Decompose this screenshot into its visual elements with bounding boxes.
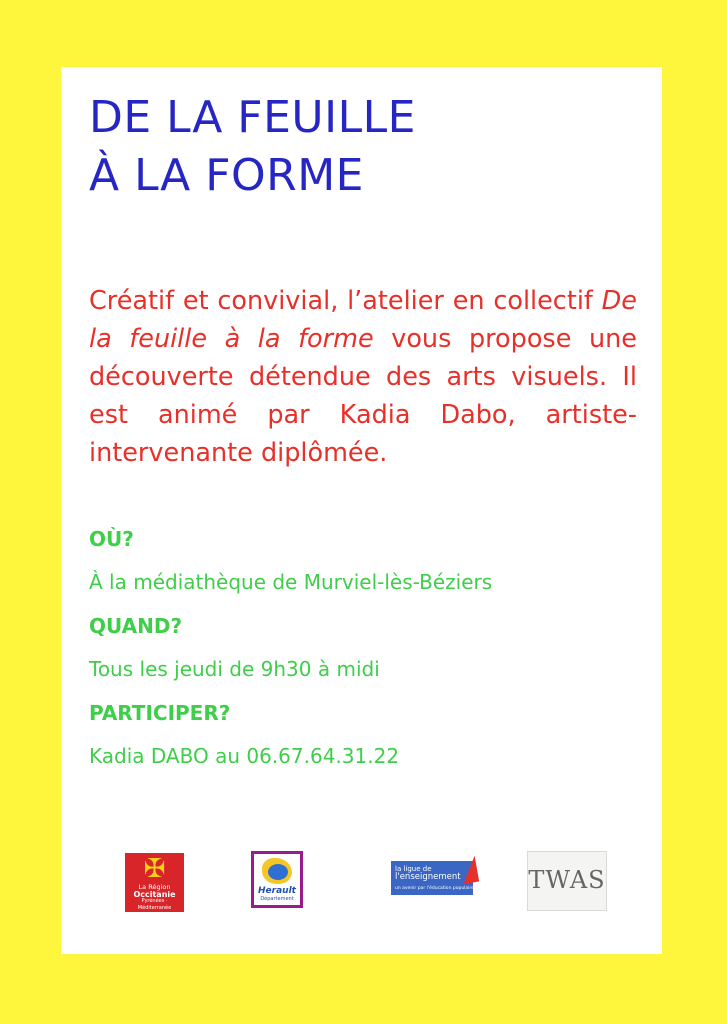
- occitan-cross-icon: ✠: [143, 854, 166, 884]
- when-label: QUAND?: [89, 614, 183, 638]
- twas-logo: TWAS: [527, 851, 607, 911]
- partner-logos: [61, 847, 662, 917]
- intro-paragraph: [89, 282, 637, 472]
- ligue-enseignement-logo: [391, 861, 473, 895]
- intro-part-1: Créatif et convivial, l’atelier en collectif: [89, 286, 602, 316]
- intro-italic-title: De la feuille à la forme: [89, 286, 637, 354]
- poster-card: [61, 67, 662, 954]
- ligue-line2: l'enseignement: [395, 872, 461, 882]
- occitanie-sub: Pyrénées · Méditerranée: [137, 898, 172, 911]
- when-text: Tous les jeudi de 9h30 à midi: [89, 657, 380, 681]
- title-line-1: DE LA FEUILLE: [89, 92, 416, 143]
- where-text: À la médiathèque de Murviel-lès-Béziers: [89, 570, 493, 594]
- occitanie-logo: [125, 853, 184, 912]
- ligue-flag-icon: [459, 856, 479, 884]
- join-label: PARTICIPER?: [89, 701, 231, 725]
- poster-title: [89, 89, 416, 205]
- ligue-line3: un avenir par l'éducation populaire: [395, 886, 474, 891]
- herault-sub: Département: [260, 896, 294, 902]
- where-label: OÙ?: [89, 527, 134, 551]
- ligue-line1: la ligue de: [395, 865, 432, 873]
- occitanie-line1: La Région: [138, 883, 171, 891]
- herault-logo: [251, 851, 303, 908]
- intro-part-2: vous propose une découverte détendue des arts visuels. Il est animé par Kadia Dabo, artiste-intervenante diplômée.: [89, 324, 637, 468]
- join-text: Kadia DABO au 06.67.64.31.22: [89, 744, 400, 768]
- herault-name: Herault: [258, 886, 296, 896]
- title-line-2: À LA FORME: [89, 150, 364, 201]
- herault-emblem-inner-icon: [268, 864, 288, 880]
- occitanie-name: Occitanie: [133, 890, 176, 899]
